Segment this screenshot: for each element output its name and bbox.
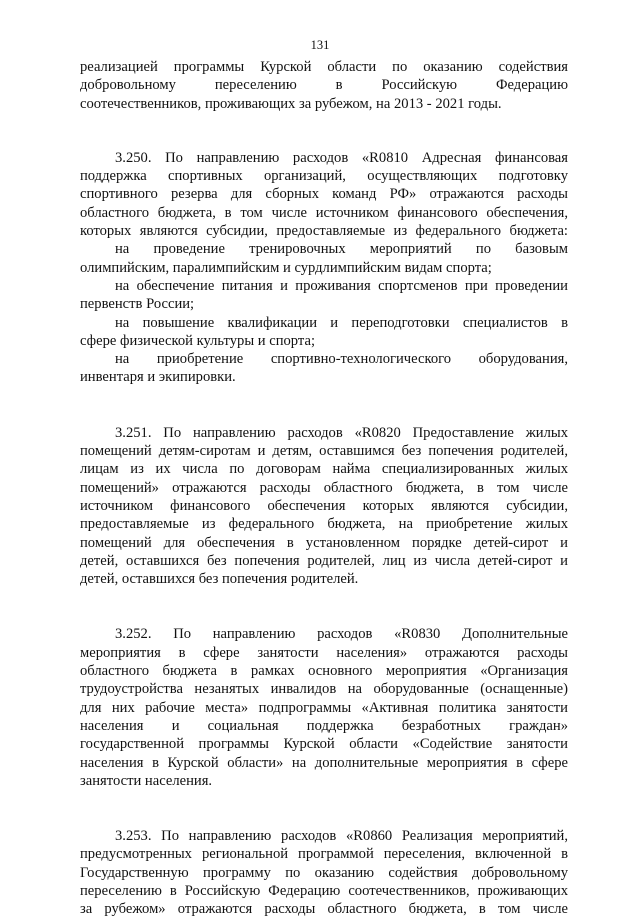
text-line: поддержка спортивных организаций, осуществляющих подготовку [80,168,568,185]
page-number: 131 [310,38,330,52]
document-body [80,58,568,919]
text-line: реализацией программы Курской области по оказанию содействия [80,59,568,75]
text-line: занятости населения. [80,772,213,789]
text-line: на повышение квалификации и переподготовки специалистов в [115,314,568,331]
text-line: переселению в Российскую Федерацию соотечественников, проживающих [80,882,568,899]
text-line: мероприятия в сфере занятости населения» отражаются расходы [80,644,568,661]
text-line: на проведение тренировочных мероприятий по базовым [115,241,568,258]
text-line: соотечественников, проживающих за рубежом, на 2013 - 2021 годы. [80,95,502,112]
text-line: населения в Курской области» на дополнительные мероприятия в сфере [80,754,568,771]
text-line: 3.251. По направлению расходов «R0820 Предоставление жилых [115,424,568,441]
paragraph-gap [80,387,568,424]
text-line: добровольному переселению в Российскую Федерацию [80,77,568,94]
text-line: на обеспечение питания и проживания спортсменов при проведении [115,277,568,294]
text-line: 3.252. По направлению расходов «R0830 Дополнительные [115,626,568,643]
text-line: источником финансового обеспечения которых являются субсидии, [80,497,568,514]
text-line: областного бюджета, в том числе источником финансового обеспечения, [80,204,568,221]
text-line: областного бюджета в рамках основного мероприятия «Организация [80,663,568,680]
text-line: детей, оставшихся без попечения родителей, лиц из числа детей-сирот и [80,552,568,569]
section-3-250 [80,149,568,387]
paragraph-gap [80,113,568,149]
paragraph-gap [80,588,568,625]
text-line: помещений детям-сиротам и детям, оставшимся без попечения родителей, [80,443,568,460]
section-3-252 [80,625,568,790]
text-line: 3.250. По направлению расходов «R0810 Адресная финансовая [115,149,568,166]
text-line: инвентаря и экипировки. [80,369,236,386]
intro-paragraph [80,58,568,113]
text-line: предоставляемые из федерального бюджета, на приобретение жилых [80,516,568,533]
text-line: 3.253. По направлению расходов «R0860 Реализация мероприятий, [115,828,568,845]
text-line: для них рабочие места» подпрограммы «Активная политика занятости [80,699,568,716]
text-line: сфере физической культуры и спорта; [80,332,316,349]
text-line: олимпийским, паралимпийским и сурдлимпийским видам спорта; [80,259,492,276]
text-line: помещений для обеспечения в установленном порядке детей-сирот и [80,534,568,551]
text-line: помещений» отражаются расходы областного бюджета, в том числе [80,479,568,496]
text-line: которых являются субсидии, предоставляемые из федерального бюджета: [80,223,568,240]
text-line: спортивного резерва для сборных команд РФ» отражаются расходы [80,186,568,203]
text-line: населения и социальная поддержка безработных граждан» [80,717,568,734]
text-line: лицам из их числа по договорам найма специализированных жилых [80,461,568,478]
paragraph-gap [80,790,568,827]
section-3-251 [80,424,568,589]
text-line: предусмотренных региональной программой переселения, включенной в [80,846,568,863]
text-line: за рубежом» отражаются расходы областного бюджета, в том числе [80,901,568,918]
text-line: детей, оставшихся без попечения родителей. [80,571,359,588]
text-line: государственной программы Курской области «Содействие занятости [80,736,568,753]
text-line: Государственную программу по оказанию содействия добровольному [80,864,568,881]
text-line: трудоустройства незанятых инвалидов на оборудованные (оснащенные) [80,681,568,698]
text-line: первенств России; [80,296,195,313]
text-line: на приобретение спортивно-технологического оборудования, [115,351,568,368]
